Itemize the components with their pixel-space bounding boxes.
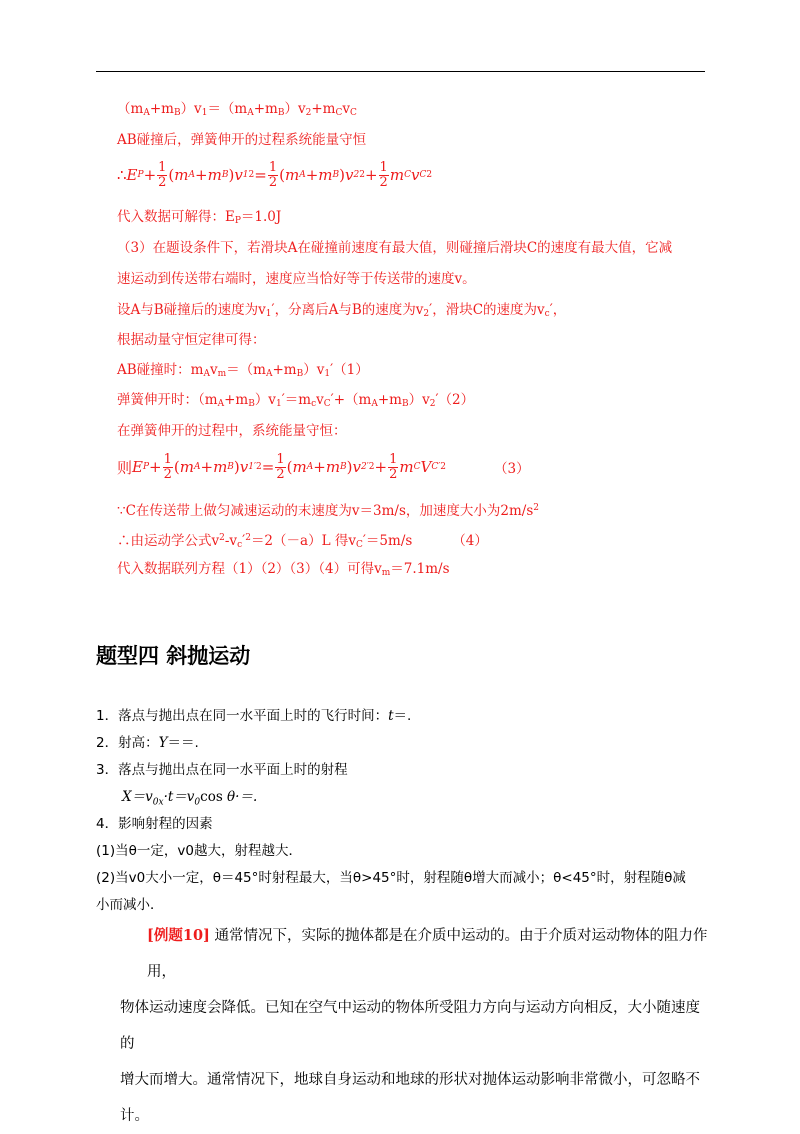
part3-line1: （3）在题设条件下，若滑块A在碰撞前速度有最大值，则碰撞后滑块C的速度有最大值，它减: [117, 240, 673, 256]
energy-conservation-statement: AB碰撞后，弹簧伸开的过程系统能量守恒: [117, 132, 367, 148]
final-result: 代入数据联列方程（1）（2）（3）（4）可得$v_m=7.1m/s$: [117, 561, 450, 578]
energy-conservation-line: 在弹簧伸开的过程中，系统能量守恒：: [117, 423, 347, 439]
energy-equation: ∴ E P + $\frac{1}{2}$ ( m A + m B ) v 1 2 = $\frac{1}{2}$ ( m A + m B ) v 2 2 + $\frac{1}{2}$ m C v C 2: [117, 159, 433, 190]
example-10: [120, 918, 710, 1134]
example-tag: [例题10]: [147, 927, 210, 944]
factor-2-line2: 小而减小．: [96, 897, 164, 913]
part3-line2: 速运动到传送带右端时，速度应当恰好等于传送带的速度v。: [117, 271, 476, 287]
item-max-height: 2．射高：Y＝＝.: [96, 735, 199, 751]
equation-4: ∴由运动学公式$v^2-v_c'^2=2(-a)L$ 得$v_C'=5m/s$ （4）: [117, 533, 488, 550]
factor-1: (1)当θ一定，v0越大，射程越大．: [96, 843, 302, 859]
factor-2-line1: (2)当v0大小一定，θ＝45°时射程最大，当θ>45°时，射程随θ增大而减小；θ<45°时，射程随θ减: [96, 870, 686, 886]
range-formula: $X=v_{0x}\cdot t=v_0\cos$ θ·＝.: [122, 789, 258, 808]
item-range: 3．落点与抛出点在同一水平面上时的射程: [96, 762, 348, 778]
belt-condition: ∵C在传送带上做匀减速运动的末速度为v＝3m/s，加速度大小为$2m/s^2$: [117, 503, 540, 519]
momentum-equation: $(m_A+m_B)v_1=(m_A+m_B)v_2+m_Cv_C$: [117, 101, 357, 118]
equation-1: AB碰撞时：$m_Av_m=(m_A+m_B)v_1'(1)$: [117, 362, 369, 379]
example-line-1: 通常情况下，实际的抛体都是在介质中运动的。由于介质对运动物体的阻力作用，: [147, 928, 708, 980]
section-title: 题型四 斜抛运动: [96, 644, 251, 668]
equation-2: 弹簧伸开时：$(m_A+m_B)v_1'=m_cv_C'+(m_A+m_B)v_2'(2)$: [117, 392, 475, 409]
ep-result: 代入数据可解得：$E_P=1.0J$: [117, 209, 282, 226]
example-line-2: 物体运动速度会降低。已知在空气中运动的物体所受阻力方向与运动方向相反，大小随速度的: [120, 1000, 700, 1052]
header-rule: [96, 71, 705, 72]
velocity-definition: 设A与B碰撞后的速度为$v_1'$，分离后A与B的速度为$v_2'$，滑块C的速度为$v_c'$，: [117, 302, 567, 319]
example-line-3: 增大而增大。通常情况下，地球自身运动和地球的形状对抛体运动影响非常微小，可忽略不计。: [120, 1072, 700, 1124]
item-flight-time: 1．落点与抛出点在同一水平面上时的飞行时间：t＝.: [96, 708, 412, 724]
energy-equation-3: 则 E P + $\frac{1}{2}$ ( m A + m B ) v 1 ′2 = $\frac{1}{2}$ ( m A + m B ) v 2 ′2 + $\frac{1}{2}$ m C V C ′2 （3）: [117, 451, 530, 482]
item-factors: 4．影响射程的因素: [96, 816, 213, 832]
momentum-law-intro: 根据动量守恒定律可得：: [117, 332, 266, 348]
